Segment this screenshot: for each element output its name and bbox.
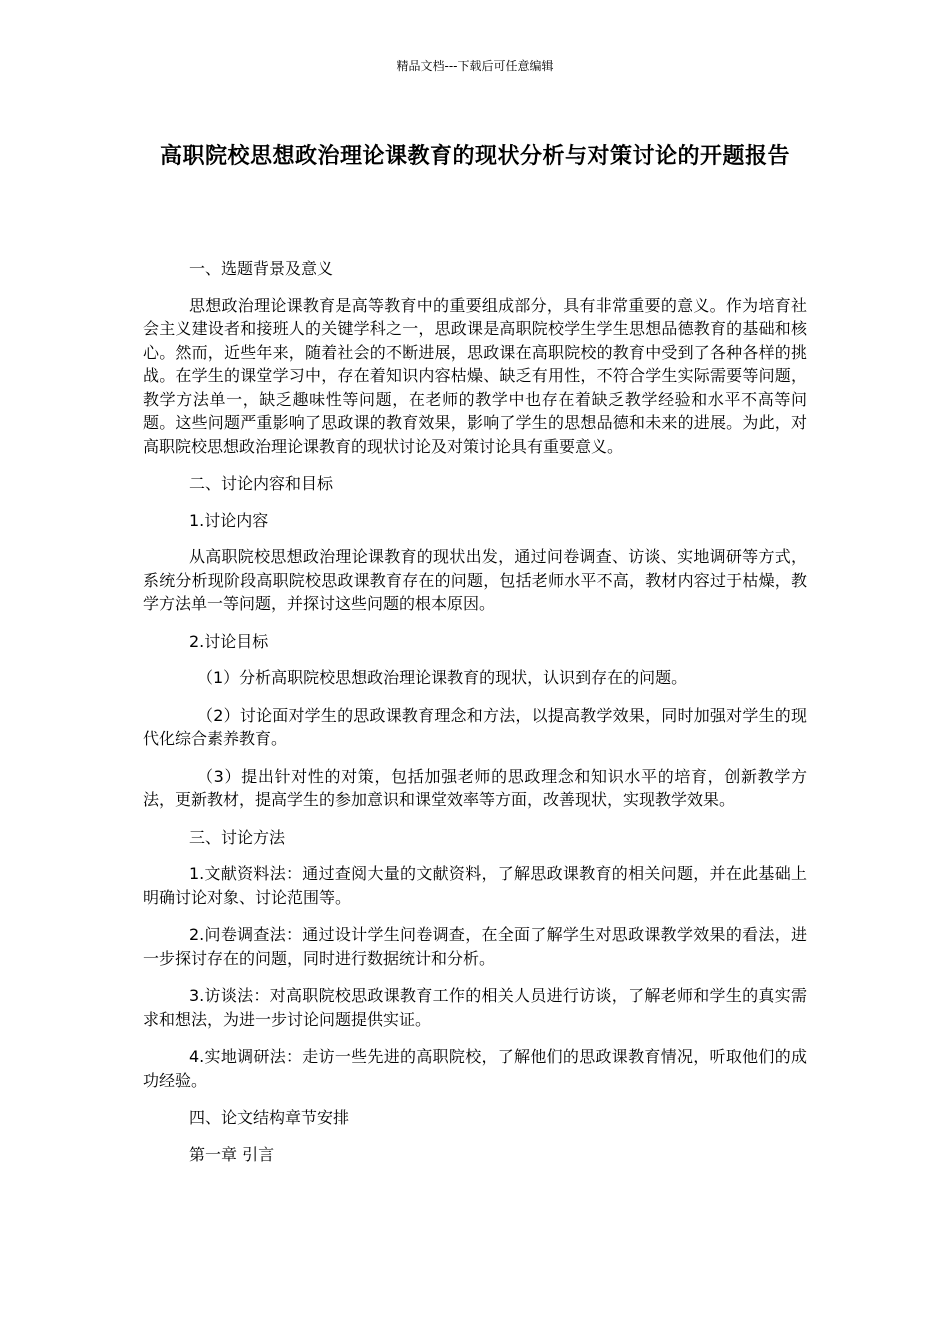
goal-item-1: （1）分析高职院校思想政治理论课教育的现状，认识到存在的问题。 [197, 668, 688, 687]
method-item-1: 1.文献资料法：通过查阅大量的文献资料，了解思政课教育的相关问题，并在此基础上明确讨论对象、讨论范围等。 [143, 864, 807, 907]
method-item-2: 2.问卷调查法：通过设计学生问卷调查，在全面了解学生对思政课教学效果的看法，进一步探讨存在的问题，同时进行数据统计和分析。 [143, 925, 807, 968]
section-3-heading: 三、讨论方法 [189, 827, 286, 847]
goal-item-2: （2）讨论面对学生的思政课教育理念和方法，以提高教学效果，同时加强对学生的现代化综合素养教育。 [143, 705, 807, 748]
method-item-3: 3.访谈法：对高职院校思政课教育工作的相关人员进行访谈，了解老师和学生的真实需求和想法，为进一步讨论问题提供实证。 [143, 986, 807, 1029]
method-item-4: 4.实地调研法：走访一些先进的高职院校，了解他们的思政课教育情况，听取他们的成功经验。 [143, 1047, 807, 1090]
section-1-paragraph: 思想政治理论课教育是高等教育中的重要组成部分，具有非常重要的意义。作为培育社会主义建设者和接班人的关键学科之一，思政课是高职院校学生学生思想品德教育的基础和核心。然而，近些年来，随着社会的不断进展，思政课在高职院校的教育中受到了各种各样的挑战。在学生的课堂学习中，存在着知识内容枯燥、缺乏有用性，不符合学生实际需要等问题，教学方法单一，缺乏趣味性等问题，在老师的教学中也存在着缺乏教学经验和水平不高等问题。这些问题严重影响了思政课的教育效果，影响了学生的思想品德和未来的进展。为此，对高职院校思想政治理论课教育的现状讨论及对策讨论具有重要意义。 [143, 295, 807, 456]
header-note: 精品文档---下载后可任意编辑 [396, 59, 554, 73]
section-2-subheading-content: 1.讨论内容 [189, 510, 269, 530]
section-4-heading: 四、论文结构章节安排 [189, 1108, 350, 1127]
section-1-heading: 一、选题背景及意义 [189, 259, 334, 278]
document-body [143, 257, 807, 1179]
section-2-content-paragraph: 从高职院校思想政治理论课教育的现状出发，通过问卷调查、访谈、实地调研等方式，系统分析现阶段高职院校思政课教育存在的问题，包括老师水平不高，教材内容过于枯燥，教学方法单一等问题，并探讨这些问题的根本原因。 [143, 547, 807, 613]
chapter-1-title: 第一章 引言 [189, 1144, 275, 1164]
document-title: 高职院校思想政治理论课教育的现状分析与对策讨论的开题报告 [159, 144, 790, 169]
goal-item-3: （3）提出针对性的对策，包括加强老师的思政理念和知识水平的培育，创新教学方法，更新教材，提高学生的参加意识和课堂效率等方面，改善现状，实现教学效果。 [143, 766, 807, 809]
section-2-heading: 二、讨论内容和目标 [189, 474, 334, 493]
section-2-subheading-goals: 2.讨论目标 [189, 631, 269, 651]
